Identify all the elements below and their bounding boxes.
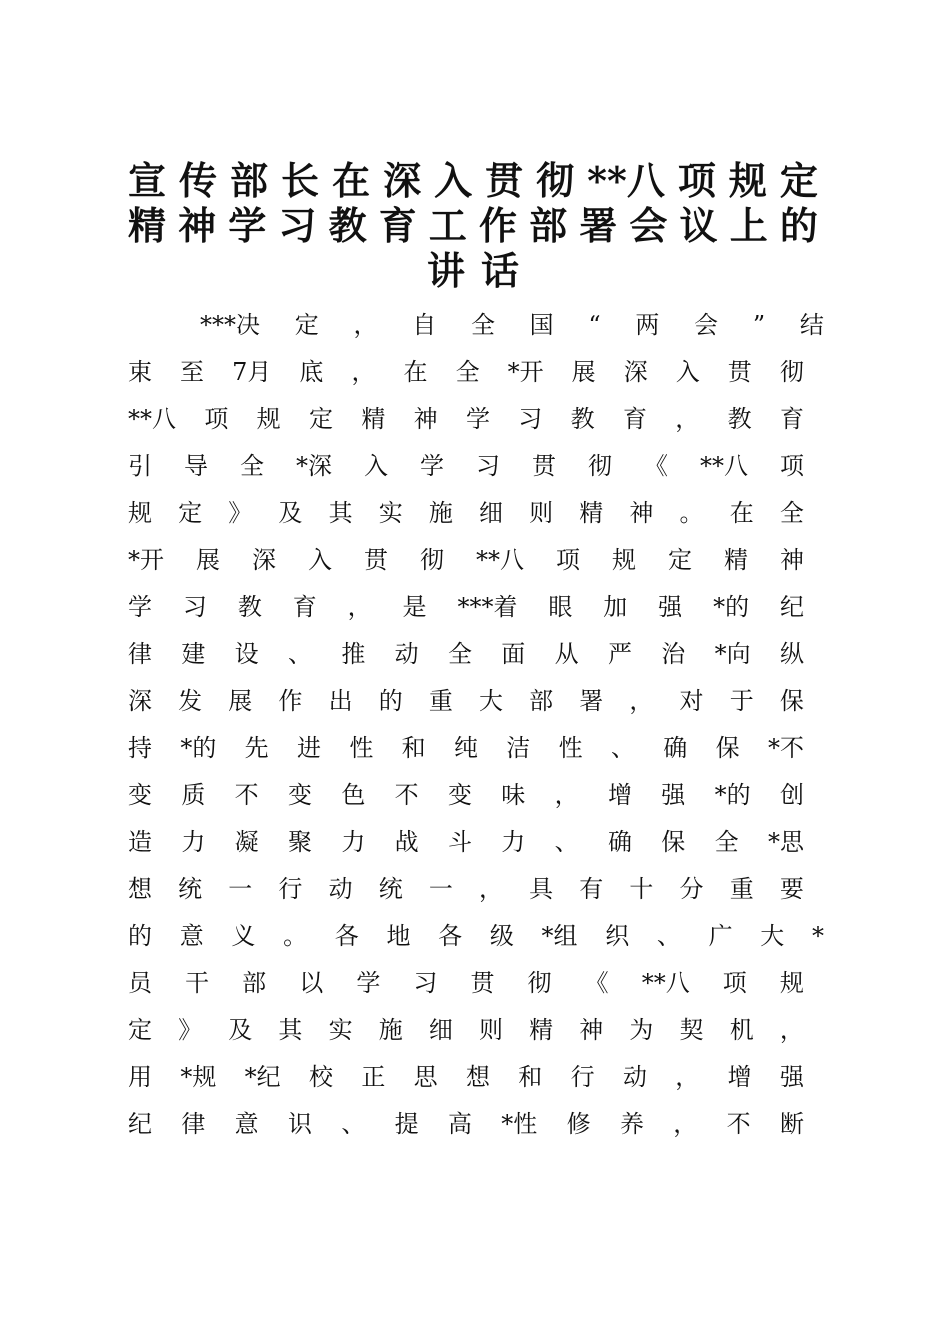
document-body: [128, 302, 824, 1148]
title-line-1: 宣 传 部 长 在 深 入 贯 彻 **八 项 规 定: [128, 158, 818, 203]
title-line-3: 讲 话: [426, 248, 520, 293]
body-line: 用 *规 *纪 校 正 思 想 和 行 动 ， 增 强: [128, 1063, 804, 1091]
body-line: 律 建 设 、 推 动 全 面 从 严 治 *向 纵: [128, 640, 804, 668]
body-line: 束 至 7月 底 ， 在 全 *开 展 深 入 贯 彻: [128, 358, 804, 386]
body-line: *开 展 深 入 贯 彻 **八 项 规 定 精 神: [128, 546, 804, 574]
title-line-2: 精 神 学 习 教 育 工 作 部 署 会 议 上 的: [128, 203, 818, 248]
body-line: 引 导 全 *深 入 学 习 贯 彻 《 **八 项: [128, 452, 804, 480]
body-line: 定 》 及 其 实 施 细 则 精 神 为 契 机 ，: [128, 1016, 804, 1044]
body-line: 想 统 一 行 动 统 一 ， 具 有 十 分 重 要: [128, 875, 804, 903]
body-line: 规 定 》 及 其 实 施 细 则 精 神 。 在 全: [128, 499, 804, 527]
document-title: [128, 158, 818, 293]
body-line: 纪 律 意 识 、 提 高 *性 修 养 ， 不 断: [128, 1110, 804, 1138]
body-line: **八 项 规 定 精 神 学 习 教 育 ， 教 育: [128, 405, 804, 433]
body-line: 深 发 展 作 出 的 重 大 部 署 ， 对 于 保: [128, 687, 804, 715]
body-line: 变 质 不 变 色 不 变 味 ， 增 强 *的 创: [128, 781, 804, 809]
body-line: 员 干 部 以 学 习 贯 彻 《 **八 项 规: [128, 969, 804, 997]
body-line: 造 力 凝 聚 力 战 斗 力 、 确 保 全 *思: [128, 828, 804, 856]
body-line: 持 *的 先 进 性 和 纯 洁 性 、 确 保 *不: [128, 734, 804, 762]
body-line: ***决 定 ， 自 全 国 “ 两 会 ” 结: [200, 311, 824, 339]
body-line: 的 意 义 。 各 地 各 级 *组 织 、 广 大 *: [128, 922, 824, 950]
body-line: 学 习 教 育 ， 是 ***着 眼 加 强 *的 纪: [128, 593, 804, 621]
